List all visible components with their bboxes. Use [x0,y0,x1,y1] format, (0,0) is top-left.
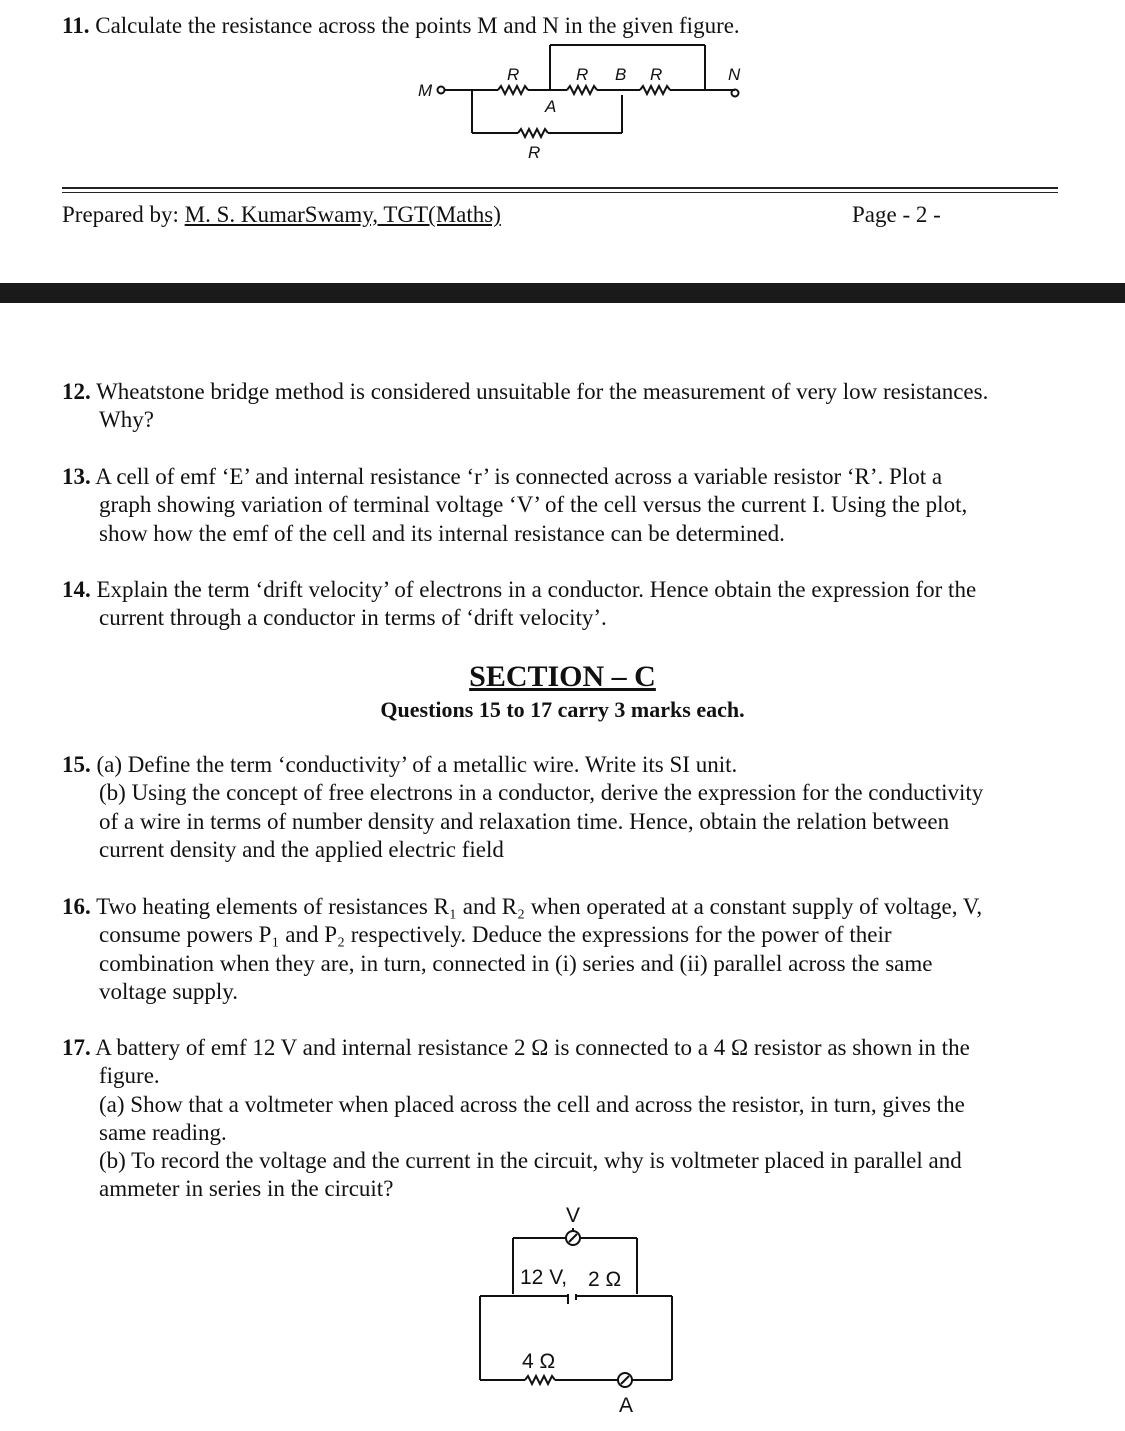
question-13 [62,463,1099,548]
label-voltmeter: V [566,1204,581,1227]
question-part-a: (a) Define the term ‘conductivity’ of a metallic wire. Write its SI unit. [96,752,738,777]
question-part-b-line1: (b) Using the concept of free electrons in a conductor, derive the expression for the conductivity [99,780,984,806]
question-text: Wheatstone bridge method is considered unsuitable for the measurement of very low resistances. [96,379,989,404]
resistor-top-2 [567,86,597,94]
footer-prepared [62,202,501,228]
question-text-line2: figure. [99,1063,160,1089]
footer-rule-bottom [62,192,1058,193]
footer-rule-top [62,187,1058,189]
label-r2: R [576,65,589,84]
label-r4: R [528,143,541,162]
question-text: Calculate the resistance across the points M and N in the given figure. [95,13,740,38]
label-n: N [728,65,741,84]
section-title [0,660,1125,694]
question-text-line1: Two heating elements of resistances R₁ and R₂ when operated at a constant supply of voltage, V, [96,894,983,919]
label-emf: 12 V, [520,1266,568,1289]
question-text-line1: A battery of emf 12 V and internal resistance 2 Ω is connected to a 4 Ω resistor as shown in the [95,1035,970,1060]
question-11 [62,12,1062,40]
question-text-line4: voltage supply. [99,978,239,1004]
question-part-a-line1: (a) Show that a voltmeter when placed across the cell and across the resistor, in turn, gives the [99,1091,965,1117]
question-number: 13. [62,464,91,489]
question-text-line2: current through a conductor in terms of ‘drift velocity’. [99,605,607,631]
label-a: A [545,97,557,116]
label-r3: R [650,65,663,84]
question-part-b-line1: (b) To record the voltage and the current in the circuit, why is voltmeter placed in parallel and [99,1148,962,1174]
question-text-line2: consume powers P₁ and P₂ respectively. Deduce the expressions for the power of their [99,922,892,948]
question-number: 17. [62,1035,91,1060]
question-number: 14. [62,577,91,602]
resistor-top-1 [498,86,528,94]
circuit-figure-q11 [400,40,760,170]
label-resistor: 4 Ω [522,1350,556,1373]
question-12 [62,378,1099,435]
question-text-line3: show how the emf of the cell and its internal resistance can be determined. [99,520,785,546]
question-number: 11. [62,13,90,38]
question-15 [62,751,1099,864]
question-text-line1: A cell of emf ‘E’ and internal resistance ‘r’ is connected across a variable resistor ‘R’. Plot a [95,464,943,489]
footer-author: M. S. KumarSwamy, TGT(Maths) [184,202,501,227]
question-part-b-line2: of a wire in terms of number density and relaxation time. Hence, obtain the relation between [99,808,950,834]
label-r1: R [507,65,520,84]
question-16 [62,893,1099,1006]
question-part-b-line3: current density and the applied electric field [99,836,504,862]
footer-prepared-label: Prepared by: [62,202,185,227]
label-internal-resistance: 2 Ω [588,1268,622,1291]
terminal-m [438,87,445,94]
question-text-line3: combination when they are, in turn, connected in (i) series and (ii) parallel across the same [99,950,933,976]
label-b: B [615,65,627,84]
circuit-figure-q17 [470,1200,690,1420]
question-number: 12. [62,379,91,404]
page-break [0,283,1125,303]
resistor-bottom [518,129,548,137]
question-14 [62,576,1099,633]
question-part-b-line2: ammeter in series in the circuit? [99,1176,394,1202]
resistor-4-ohm [525,1376,555,1384]
question-text-line1: Explain the term ‘drift velocity’ of electrons in a conductor. Hence obtain the expression for the [96,577,977,602]
question-number: 15. [62,752,91,777]
label-m: M [418,81,433,100]
question-text-line2: graph showing variation of terminal voltage ‘V’ of the cell versus the current I. Using the plot, [99,492,968,518]
question-number: 16. [62,894,91,919]
section-subtitle: Questions 15 to 17 carry 3 marks each. [380,697,745,722]
question-text-2: Why? [99,407,154,433]
resistor-top-3 [640,86,670,94]
label-ammeter: A [619,1394,634,1417]
question-17 [62,1034,1099,1204]
question-part-a-line2: same reading. [99,1119,227,1145]
section-title-text: SECTION – C [469,660,656,693]
page-number: Page - 2 - [852,202,941,227]
